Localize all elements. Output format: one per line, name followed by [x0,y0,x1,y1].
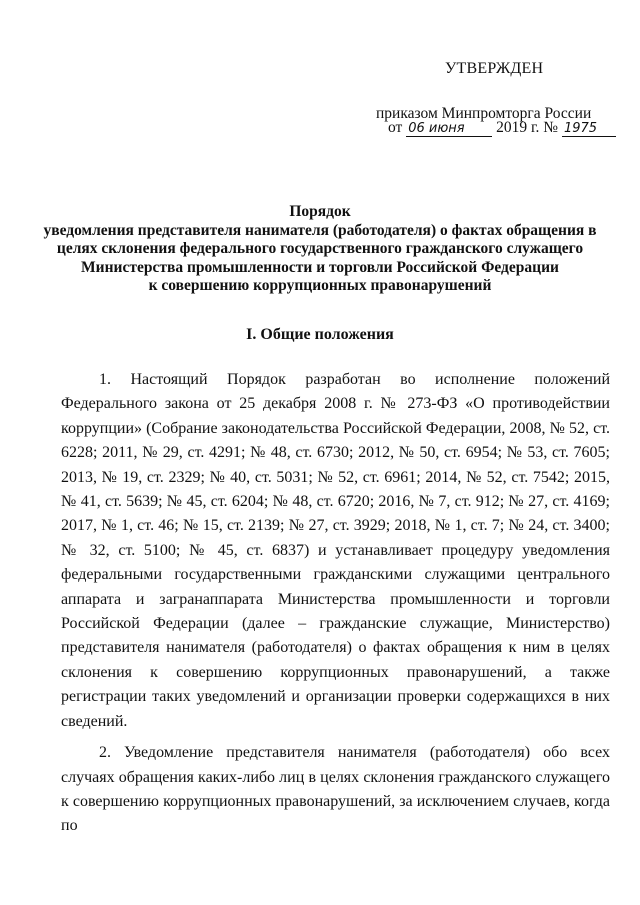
approval-stamp-title: УТВЕРЖДЕН [445,60,544,77]
date-prefix: от [388,119,403,136]
document-title [40,203,600,296]
year-and-number-label: 2019 г. № [496,119,559,136]
title-line: целях склонения федерального государственного гражданского служащего [56,240,584,257]
document-body [61,368,610,839]
title-line: к совершению коррупционных правонарушений [148,277,492,294]
order-date-line [388,119,616,137]
handwritten-date: 06 июня [406,121,492,137]
handwritten-order-number: 1975 [562,121,616,137]
title-line: уведомления представителя нанимателя (работодателя) о фактах обращения в [43,221,597,239]
title-line: Порядок [289,203,351,220]
title-line: Министерства промышленности и торговли Российской Федерации [81,258,559,276]
paragraph-2: 2. Уведомление представителя нанимателя (работодателя) обо всех случаях обращения каких-либо лиц в целях склонения гражданского служащего к совершению коррупционных правонарушений, за исключением случаев, когда по [61,744,610,835]
order-reference: приказом Минпромторга России [376,105,592,122]
section-heading: I. Общие положения [246,326,394,343]
paragraph-1: 1. Настоящий Порядок разработан во исполнение положений Федерального закона от 25 декабря 2008 г. № 273-ФЗ «О противодействии коррупции» (Собрание законодательства Российской Федерации, 2008, № 52, ст. 6228; 2011, № 29, ст. 4291; № 48, ст. 6730; 2012, № 50, ст. 6954; № 53, ст. 7605; 2013, № 19, ст. 2329; № 40, ст. 5031; № 52, ст. 6961; 2014, № 52, ст. 7542; 2015, № 41, ст. 5639; № 45, ст. 6204; № 48, ст. 6720; 2016, № 7, ст. 912; № 27, ст. 4169; 2017, № 1, ст. 46; № 15, ст. 2139; № 27, ст. 3929; 2018, № 1, ст. 7; № 24, ст. 3400; № 32, ст. 5100; № 45, ст. 6837) и устанавливает процедуру уведомления федеральными государственными гражданскими служащими центрального аппарата и загранаппарата Министерства промышленности и торговли Российской Федерации (далее – гражданские служащие, Министерство) представителя нанимателя (работодателя) о фактах обращения к ним в целях склонения к совершению коррупционных правонарушений, а также регистрации таких уведомлений и организации проверки содержащихся в них сведений. [61,371,610,730]
